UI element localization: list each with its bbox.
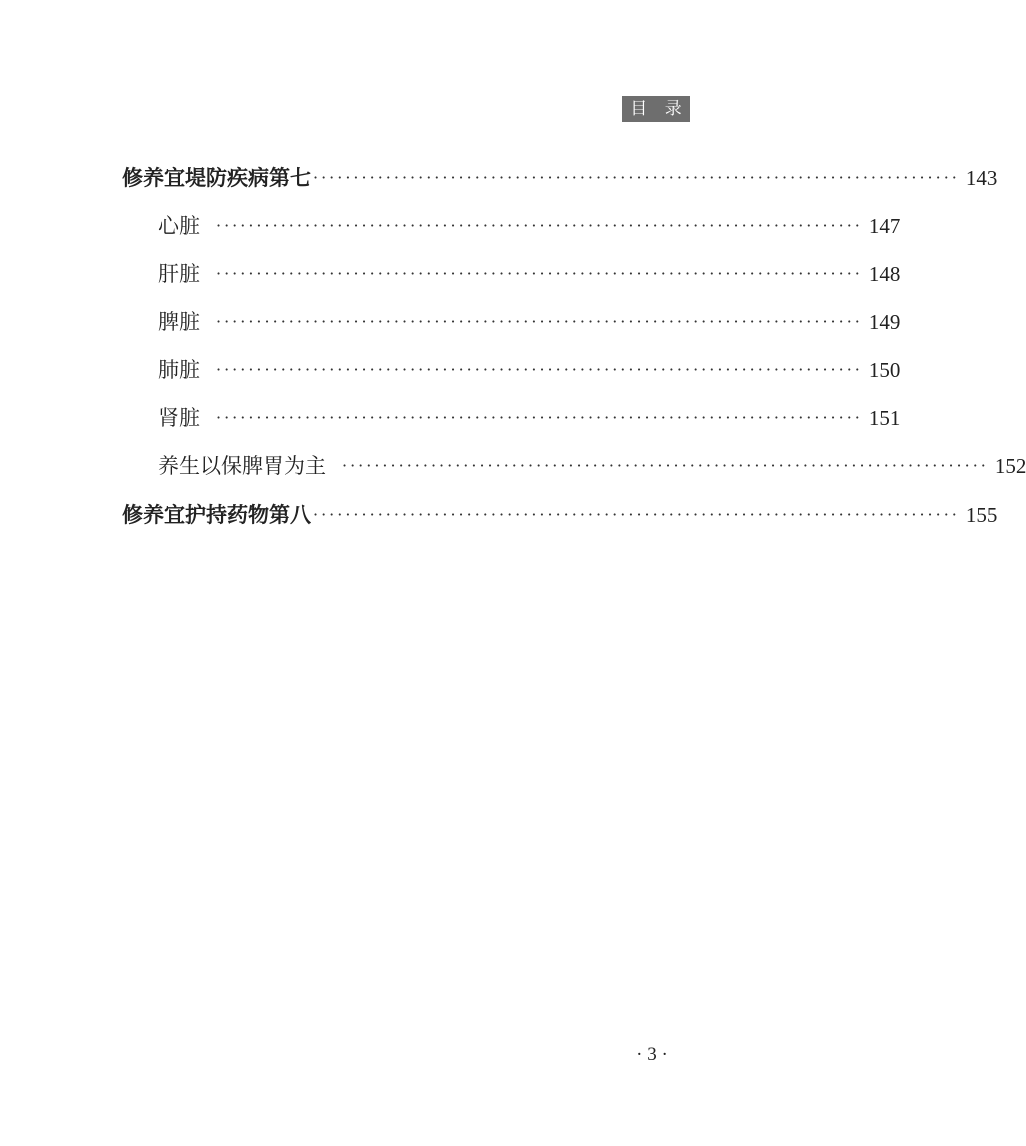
toc-entry-page: 149	[868, 310, 901, 334]
toc-leader-dots: ················································································	[216, 264, 863, 283]
toc-leader-dots: ················································································	[216, 408, 863, 427]
toc-leader-dots: ················································································	[342, 456, 989, 475]
toc-entry[interactable]	[158, 403, 901, 433]
toc-entry-title: 肾脏	[158, 406, 200, 430]
toc-entry-title: 修养宜堤防疾病第七	[122, 166, 311, 190]
toc-entry-page: 148	[868, 262, 901, 286]
toc-leader-dots: ················································································	[313, 505, 960, 524]
toc-entry[interactable]	[158, 355, 901, 385]
toc-entry[interactable]	[158, 259, 901, 289]
toc-entry-page: 147	[868, 214, 901, 238]
toc-entry[interactable]	[122, 163, 998, 193]
toc-entry[interactable]	[158, 307, 901, 337]
toc-entry[interactable]	[158, 451, 1026, 481]
toc-entry[interactable]	[158, 211, 901, 241]
toc-entry[interactable]	[122, 500, 998, 530]
toc-entry-page: 155	[965, 503, 998, 527]
toc-leader-dots: ················································································	[216, 360, 863, 379]
section-label: 目 录	[622, 96, 690, 122]
toc-leader-dots: ················································································	[216, 312, 863, 331]
toc-entry-title: 脾脏	[158, 310, 200, 334]
toc-entry-page: 143	[965, 166, 998, 190]
toc-entry-title: 肝脏	[158, 262, 200, 286]
page-number: · 3 ·	[636, 1044, 668, 1065]
toc-entry-page: 152	[994, 454, 1026, 478]
toc-leader-dots: ················································································	[313, 168, 960, 187]
toc-leader-dots: ················································································	[216, 216, 863, 235]
toc-entry-page: 150	[868, 358, 901, 382]
toc-entry-title: 养生以保脾胃为主	[158, 454, 326, 478]
toc-entry-page: 151	[868, 406, 901, 430]
toc-entry-title: 肺脏	[158, 358, 200, 382]
toc-entry-title: 修养宜护持药物第八	[122, 503, 311, 527]
toc-entry-title: 心脏	[158, 214, 200, 238]
